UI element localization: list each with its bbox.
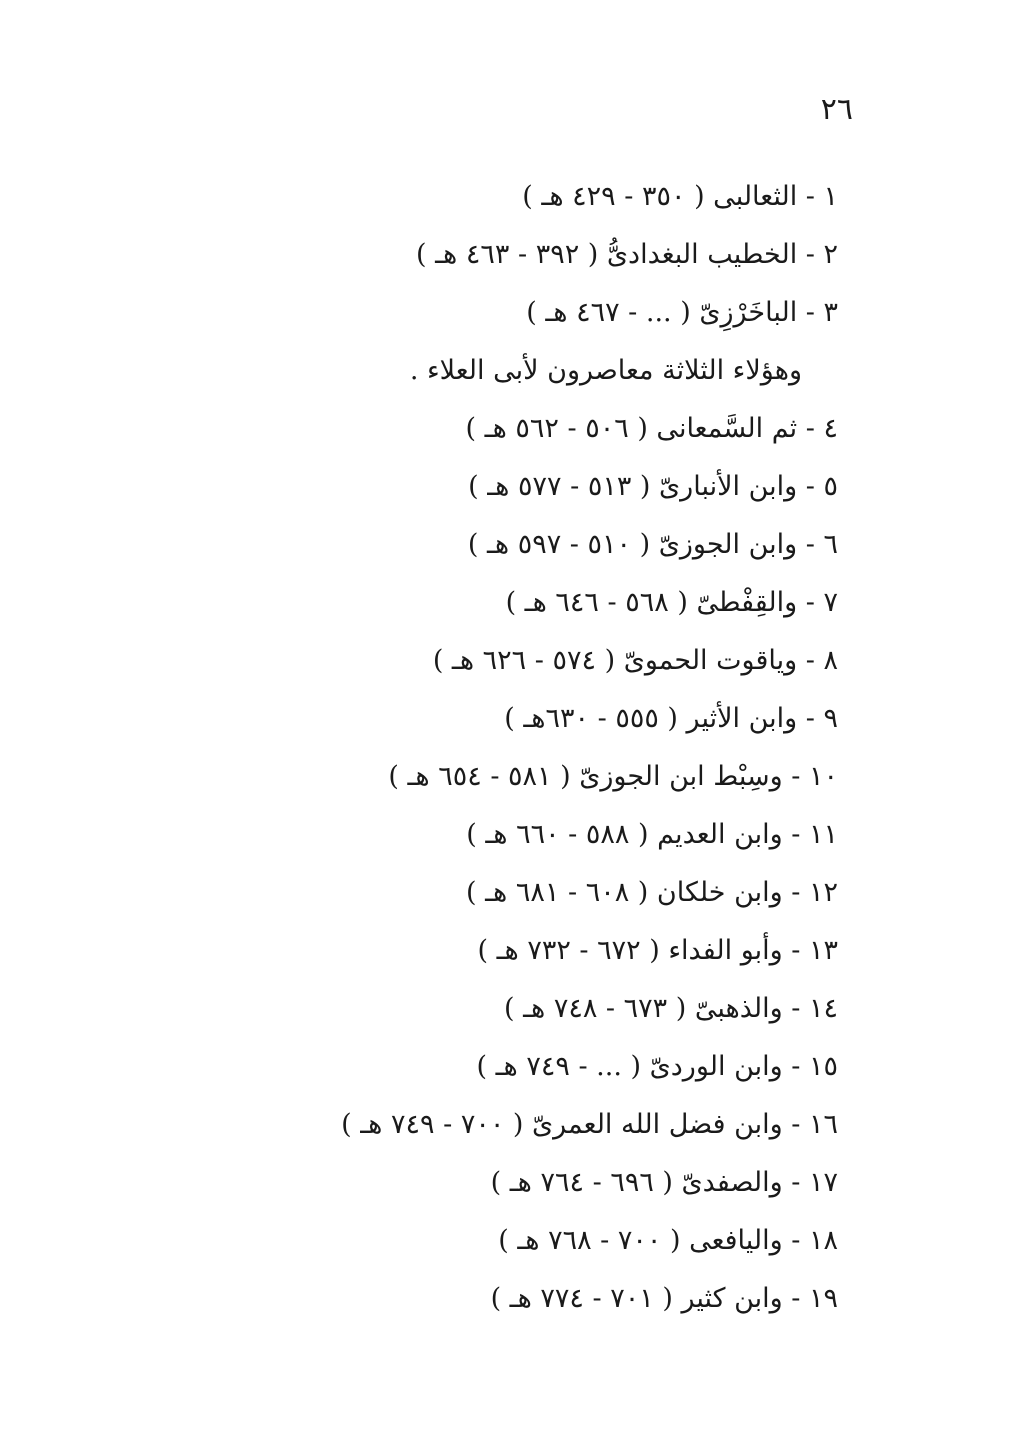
- page-number: ٢٦: [820, 92, 853, 127]
- list-item: ٨ - وياقوت الحموىّ ( ٥٧٤ - ٦٢٦ هـ ): [432, 645, 838, 676]
- list-item: ١٦ - وابن فضل الله العمرىّ ( ٧٠٠ - ٧٤٩ هـ ): [341, 1109, 838, 1140]
- list-item: ١١ - وابن العديم ( ٥٨٨ - ٦٦٠ هـ ): [466, 819, 838, 850]
- list-item: ١٥ - وابن الوردىّ ( ... - ٧٤٩ هـ ): [476, 1051, 838, 1082]
- list-item: ١٧ - والصفدىّ ( ٦٩٦ - ٧٦٤ هـ ): [490, 1167, 838, 1198]
- list-item: ٣ - الباخَرْزِىّ ( ... - ٤٦٧ هـ ): [526, 297, 838, 328]
- list-item: ١ - الثعالبى ( ٣٥٠ - ٤٢٩ هـ ): [522, 181, 838, 212]
- list-item: ٥ - وابن الأنبارىّ ( ٥١٣ - ٥٧٧ هـ ): [468, 471, 838, 502]
- list-item: ١٣ - وأبو الفداء ( ٦٧٢ - ٧٣٢ هـ ): [477, 935, 838, 966]
- list-item: ٢ - الخطيب البغدادىُّ ( ٣٩٢ - ٤٦٣ هـ ): [416, 239, 838, 270]
- note-line: وهؤلاء الثلاثة معاصرون لأبى العلاء .: [409, 355, 802, 386]
- list-item: ٧ - والقِفْطىّ ( ٥٦٨ - ٦٤٦ هـ ): [505, 587, 838, 618]
- list-item: ١٩ - وابن كثير ( ٧٠١ - ٧٧٤ هـ ): [490, 1283, 838, 1314]
- list-item: ١٨ - واليافعى ( ٧٠٠ - ٧٦٨ هـ ): [498, 1225, 838, 1256]
- list-item: ٤ - ثم السَّمعانى ( ٥٠٦ - ٥٦٢ هـ ): [465, 413, 838, 444]
- list-item: ١٤ - والذهبىّ ( ٦٧٣ - ٧٤٨ هـ ): [503, 993, 838, 1024]
- entry-list: [341, 168, 838, 1328]
- list-item: ١٠ - وسِبْط ابن الجوزىّ ( ٥٨١ - ٦٥٤ هـ ): [388, 761, 838, 792]
- list-item: ١٢ - وابن خلكان ( ٦٠٨ - ٦٨١ هـ ): [466, 877, 838, 908]
- list-item: ٩ - وابن الأثير ( ٥٥٥ - ٦٣٠هـ ): [504, 703, 838, 734]
- list-item: ٦ - وابن الجوزىّ ( ٥١٠ - ٥٩٧ هـ ): [467, 529, 838, 560]
